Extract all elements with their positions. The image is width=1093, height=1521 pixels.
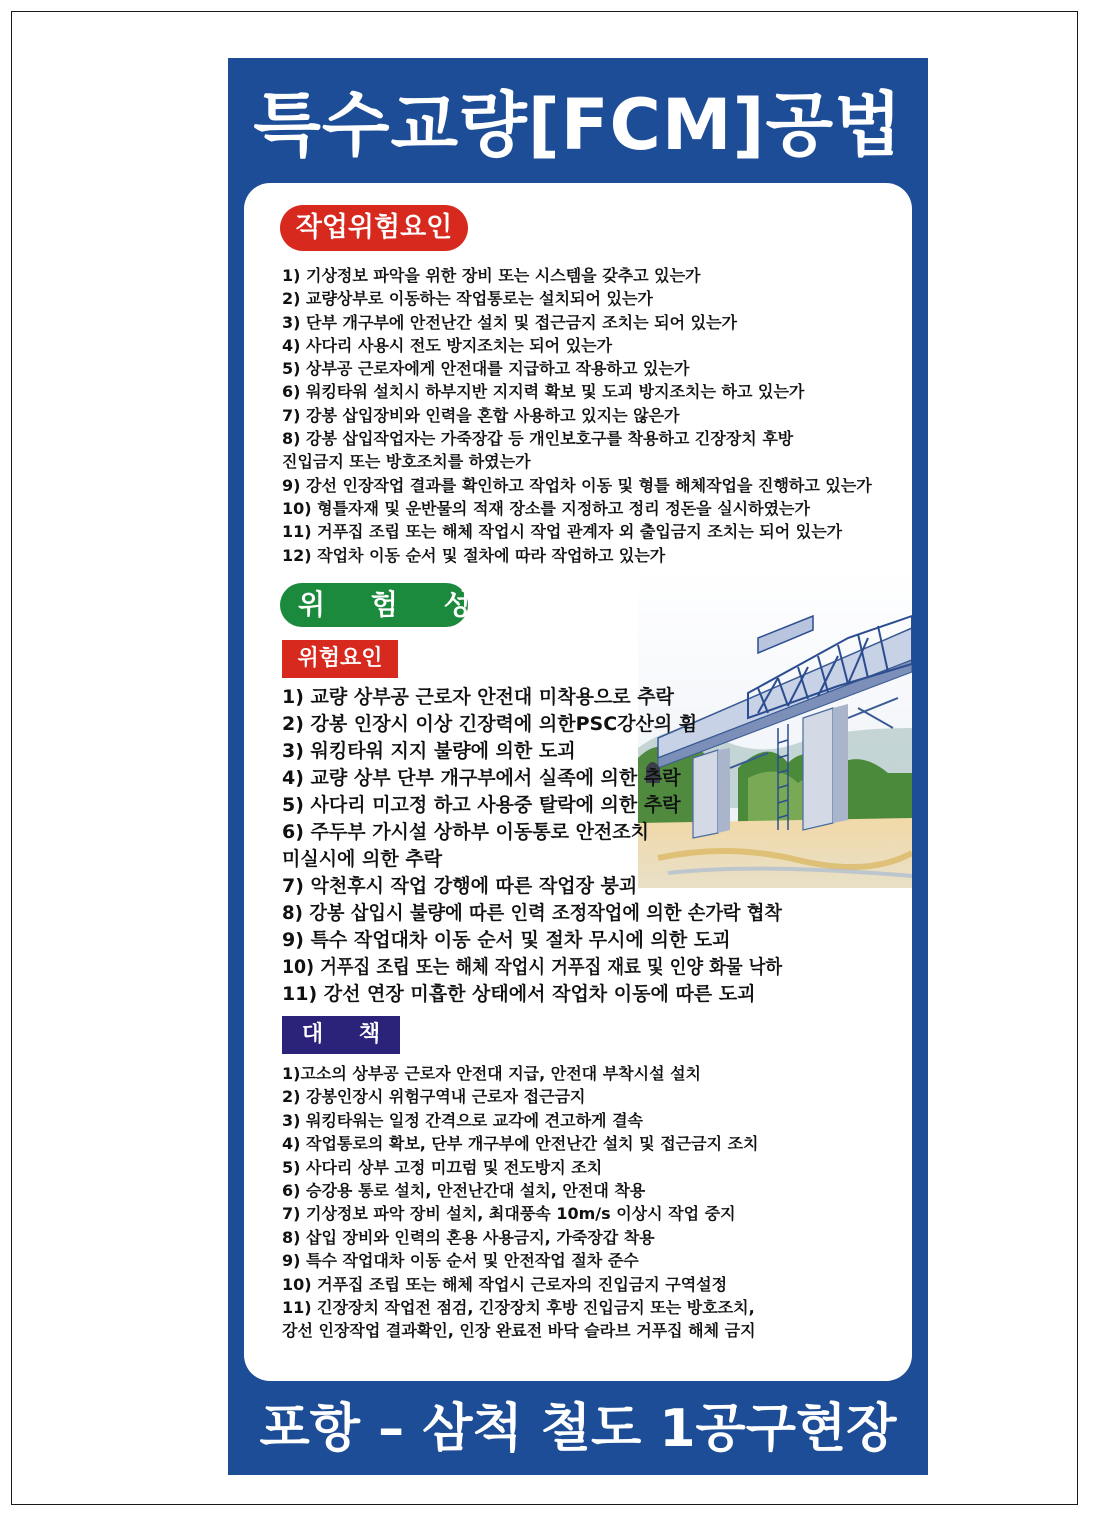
list-item: 2) 강봉 인장시 이상 긴장력에 의한PSC강산의 휨 [282, 713, 698, 735]
list-item: 미실시에 의한 추락 [282, 848, 443, 870]
list-item: 4) 사다리 사용시 전도 방지조치는 되어 있는가 [282, 335, 613, 355]
pier-right-side [833, 704, 848, 823]
list-item: 진입금지 또는 방호조치를 하였는가 [282, 452, 531, 472]
list-item: 9) 특수 작업대차 이동 순서 및 안전작업 절차 준수 [282, 1251, 639, 1271]
list-item: 5) 상부공 근로자에게 안전대를 지급하고 작용하고 있는가 [282, 359, 690, 379]
list-item: 8) 강봉 삽입시 불량에 따른 인력 조정작업에 의한 손가락 협착 [282, 902, 783, 924]
list-item: 3) 단부 개구부에 안전난간 설치 및 접근금지 조치는 되어 있는가 [282, 312, 737, 332]
list-item: 9) 강선 인장작업 결과를 확인하고 작업차 이동 및 형틀 해체작업을 진행하고 있는가 [282, 475, 872, 495]
list-item: 5) 사다리 미고정 하고 사용중 탈락에 의한 추락 [282, 794, 681, 816]
list-item: 3) 워킹타워는 일정 간격으로 교각에 견고하게 결속 [282, 1110, 643, 1130]
risk-factors-list [282, 684, 830, 1008]
list-item: 5) 사다리 상부 고정 미끄럼 및 전도방지 조치 [282, 1157, 603, 1177]
sign-title-text: 특수교량[FCM]공법 [253, 84, 903, 166]
list-item: 10) 형틀자재 및 운반물의 적재 장소를 지정하고 정리 정돈을 실시하였는가 [282, 498, 810, 518]
list-item: 4) 작업통로의 확보, 단부 개구부에 안전난간 설치 및 접근금지 조치 [282, 1134, 759, 1154]
sign-title [228, 70, 928, 180]
list-item: 3) 워킹타워 지지 불량에 의한 도괴 [282, 740, 576, 762]
risk-factors-heading: 위험요인 [282, 640, 398, 678]
list-item: 6) 주두부 가시설 상하부 이동통로 안전조치 [282, 821, 649, 843]
list-item: 9) 특수 작업대차 이동 순서 및 절차 무시에 의한 도괴 [282, 929, 731, 951]
list-item: 11) 거푸집 조립 또는 해체 작업시 작업 관계자 외 출입금지 조치는 되어 있는가 [282, 522, 843, 542]
list-item: 12) 작업차 이동 순서 및 절차에 따라 작업하고 있는가 [282, 545, 666, 565]
list-item: 6) 승강용 통로 설치, 안전난간대 설치, 안전대 착용 [282, 1180, 646, 1200]
list-item: 7) 악천후시 작업 강행에 따른 작업장 붕괴 [282, 875, 638, 897]
list-item: 1) 기상정보 파악을 위한 장비 또는 시스템을 갖추고 있는가 [282, 266, 701, 285]
list-item: 2) 강봉인장시 위험구역내 근로자 접근금지 [282, 1087, 586, 1107]
list-item: 11) 강선 연장 미흡한 상태에서 작업차 이동에 따른 도괴 [282, 983, 756, 1005]
site-name-footer [228, 1384, 928, 1474]
countermeasures-heading: 대 책 [282, 1016, 400, 1054]
site-name-text: 포항 – 삼척 철도 1공구현장 [259, 1399, 897, 1459]
list-item: 8) 강봉 삽입작업자는 가죽장갑 등 개인보호구를 착용하고 긴장장치 후방 [282, 429, 794, 449]
list-item: 4) 교량 상부 단부 개구부에서 실족에 의한 추락 [282, 767, 681, 789]
list-item: 11) 긴장장치 작업전 점검, 긴장장치 후방 진입금지 또는 방호조치, [282, 1297, 755, 1317]
list-item: 8) 삽입 장비와 인력의 혼용 사용금지, 가죽장갑 착용 [282, 1227, 655, 1247]
list-item: 강선 인장작업 결과확인, 인장 완료전 바닥 슬라브 거푸집 해체 금지 [282, 1321, 756, 1341]
countermeasures-list [282, 1062, 759, 1343]
list-item: 6) 워킹타워 설치시 하부지반 지지력 확보 및 도괴 방지조치는 하고 있는가 [282, 382, 805, 402]
risk-heading: 위 험 성 [280, 583, 468, 627]
work-hazards-list [282, 264, 872, 567]
list-item: 10) 거푸집 조립 또는 해체 작업시 근로자의 진입금지 구역설정 [282, 1274, 728, 1294]
list-item: 7) 기상정보 파악 장비 설치, 최대풍속 10m/s 이상시 작업 중지 [282, 1204, 736, 1224]
list-item: 7) 강봉 삽입장비와 인력을 혼합 사용하고 있지는 않은가 [282, 405, 680, 425]
work-hazards-heading: 작업위험요인 [280, 205, 468, 251]
list-item: 1) 교량 상부공 근로자 안전대 미착용으로 추락 [282, 686, 674, 708]
list-item: 1)고소의 상부공 근로자 안전대 지급, 안전대 부착시설 설치 [282, 1064, 702, 1083]
list-item: 10) 거푸집 조립 또는 해체 작업시 거푸집 재료 및 인양 화물 낙하 [282, 956, 783, 978]
list-item: 2) 교량상부로 이동하는 작업통로는 설치되어 있는가 [282, 289, 653, 309]
